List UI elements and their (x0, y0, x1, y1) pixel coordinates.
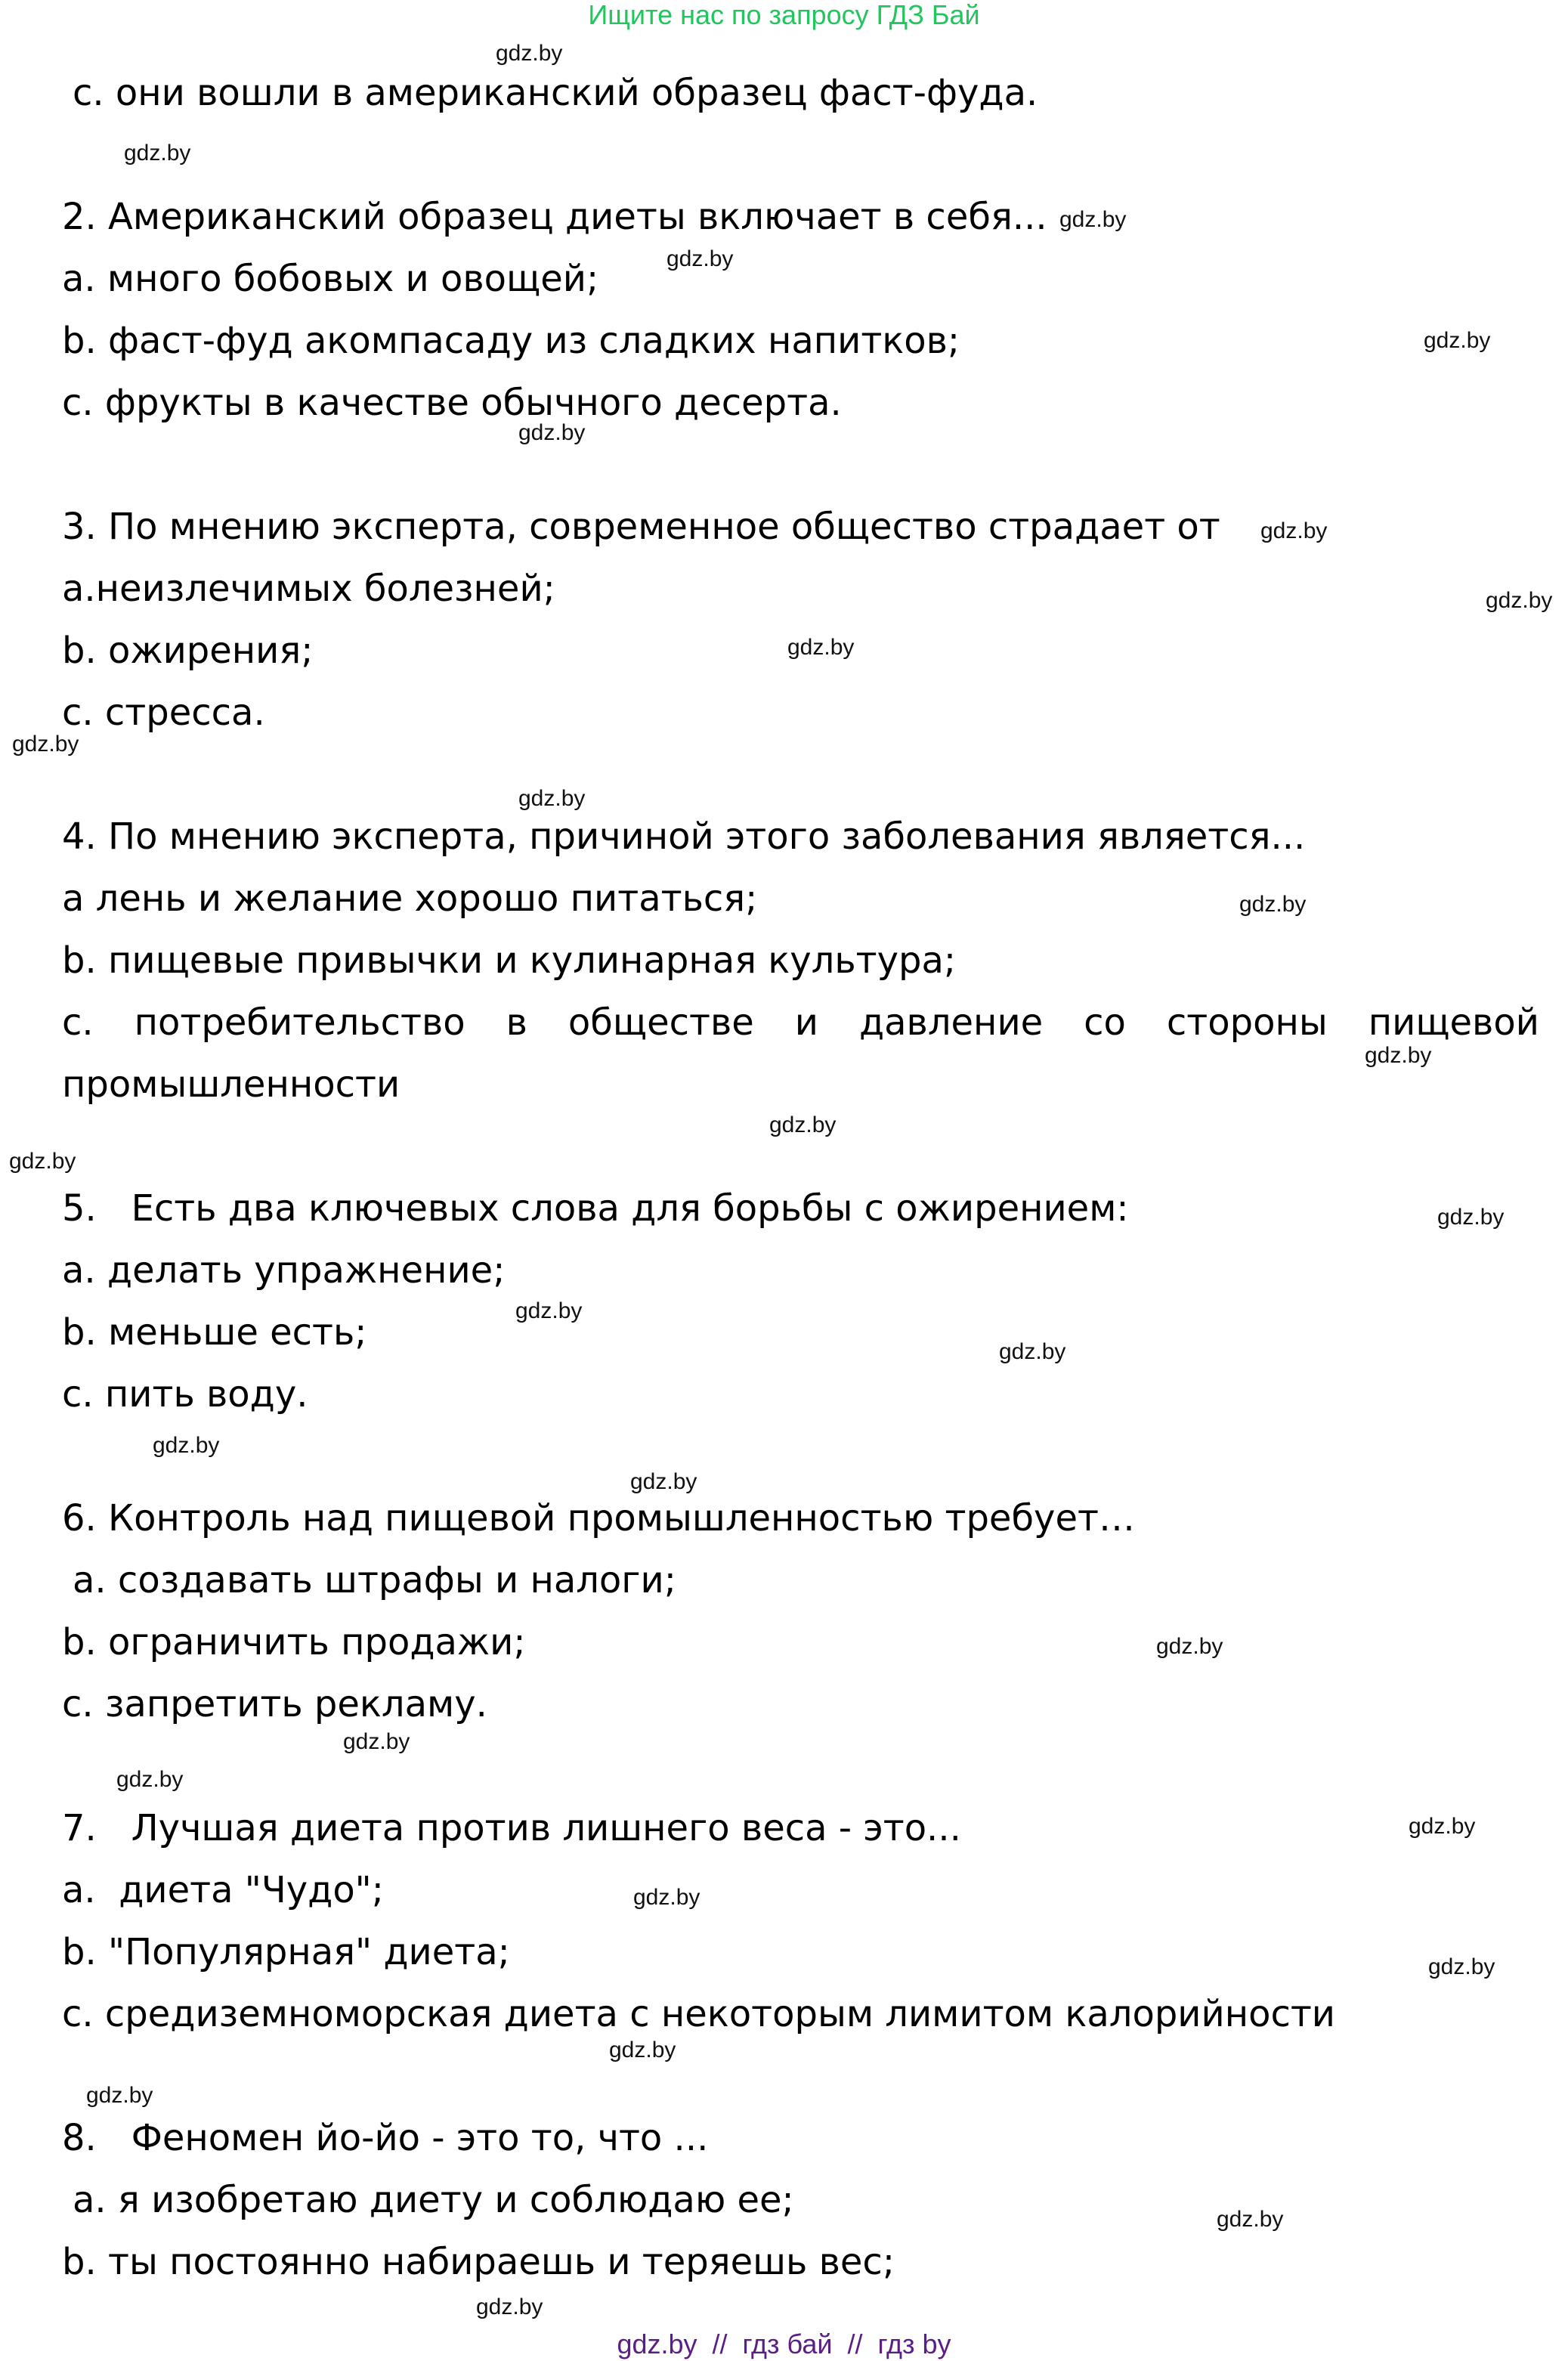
watermark: gdz.by (1428, 1954, 1495, 1979)
q2-option-a: a. много бобовых и овощей; (62, 258, 599, 300)
q7-option-b: b. "Популярная" диета; (62, 1931, 510, 1973)
q4-option-c-line1 (62, 1001, 1539, 1044)
watermark: gdz.by (999, 1339, 1066, 1364)
q3-option-c: c. стресса. (62, 692, 265, 734)
q4c-word: пищевой (1368, 1001, 1539, 1044)
q4c-word: давление (858, 1001, 1044, 1044)
watermark: gdz.by (124, 141, 191, 166)
q4c-word: обществе (568, 1001, 754, 1044)
watermark: gdz.by (496, 41, 563, 66)
q3-question: 3. По мнению эксперта, современное общество страдает от (62, 506, 1220, 548)
q4c-word: в (506, 1001, 527, 1044)
q6-option-a: a. создавать штрафы и налоги; (73, 1559, 676, 1601)
watermark: gdz.by (769, 1112, 837, 1137)
q4-option-b: b. пищевые привычки и кулинарная культура; (62, 939, 957, 982)
q7-question: 7. Лучшая диета против лишнего веса - это... (62, 1807, 961, 1849)
q5-option-c: c. пить воду. (62, 1373, 308, 1416)
q4c-word: со (1084, 1001, 1126, 1044)
site-footer: gdz.by // гдз бай // гдз by (617, 2329, 951, 2359)
search-hint-header: Ищите нас по запросу ГДЗ Бай (588, 0, 980, 30)
watermark: gdz.by (1486, 588, 1553, 613)
q2-option-b: b. фаст-фуд акомпасаду из сладких напитков; (62, 320, 960, 362)
watermark: gdz.by (666, 246, 734, 271)
q2-question: 2. Американский образец диеты включает в себя... (62, 196, 1047, 238)
q8-question: 8. Феномен йо-йо - это то, что ... (62, 2117, 709, 2159)
q6-option-c: c. запретить рекламу. (62, 1683, 487, 1725)
watermark: gdz.by (1437, 1205, 1505, 1230)
q4c-word: и (794, 1001, 818, 1044)
q4-question: 4. По мнению эксперта, причиной этого заболевания является... (62, 815, 1306, 858)
watermark: gdz.by (476, 2294, 543, 2319)
q5-option-a: a. делать упражнение; (62, 1249, 506, 1292)
q8-option-b: b. ты постоянно набираешь и теряешь вес; (62, 2241, 895, 2283)
q1-option-c: c. они вошли в американский образец фаст-фуда. (73, 72, 1038, 114)
watermark: gdz.by (12, 732, 79, 757)
watermark: gdz.by (1156, 1634, 1223, 1659)
q6-option-b: b. ограничить продажи; (62, 1621, 526, 1663)
q7-option-c: c. средиземноморская диета с некоторым лимитом калорийности (62, 1993, 1335, 2035)
watermark: gdz.by (787, 635, 855, 660)
watermark: gdz.by (633, 1885, 700, 1910)
q4c-word: стороны (1166, 1001, 1328, 1044)
q3-option-a: a.неизлечимых болезней; (62, 568, 555, 610)
q6-question: 6. Контроль над пищевой промышленностью требует… (62, 1497, 1135, 1539)
watermark: gdz.by (515, 1298, 583, 1323)
q4c-word: потребительство (134, 1001, 465, 1044)
q7-option-a: a. диета "Чудо"; (62, 1869, 384, 1911)
watermark: gdz.by (1365, 1043, 1432, 1068)
watermark: gdz.by (518, 786, 586, 811)
q5-option-b: b. меньше есть; (62, 1311, 367, 1354)
q4-option-a: a лень и желание хорошо питаться; (62, 877, 758, 920)
q3-option-b: b. ожирения; (62, 630, 314, 672)
q5-question: 5. Есть два ключевых слова для борьбы с ожирением: (62, 1187, 1129, 1230)
q8-option-a: a. я изобретаю диету и соблюдаю ее; (73, 2179, 794, 2221)
watermark: gdz.by (1217, 2207, 1284, 2232)
watermark: gdz.by (518, 420, 586, 445)
watermark: gdz.by (116, 1767, 184, 1792)
q2-option-c: c. фрукты в качестве обычного десерта. (62, 382, 842, 424)
q4c-word: c. (62, 1001, 94, 1044)
watermark: gdz.by (1409, 1814, 1476, 1839)
watermark: gdz.by (1260, 518, 1328, 543)
watermark: gdz.by (153, 1433, 220, 1458)
watermark: gdz.by (609, 2038, 676, 2062)
watermark: gdz.by (9, 1149, 76, 1174)
watermark: gdz.by (1424, 328, 1491, 353)
watermark: gdz.by (1239, 892, 1307, 917)
watermark: gdz.by (630, 1469, 697, 1494)
watermark: gdz.by (343, 1729, 410, 1754)
watermark: gdz.by (86, 2083, 153, 2108)
watermark: gdz.by (1059, 207, 1127, 232)
q4-option-c-line2: промышленности (62, 1063, 401, 1106)
